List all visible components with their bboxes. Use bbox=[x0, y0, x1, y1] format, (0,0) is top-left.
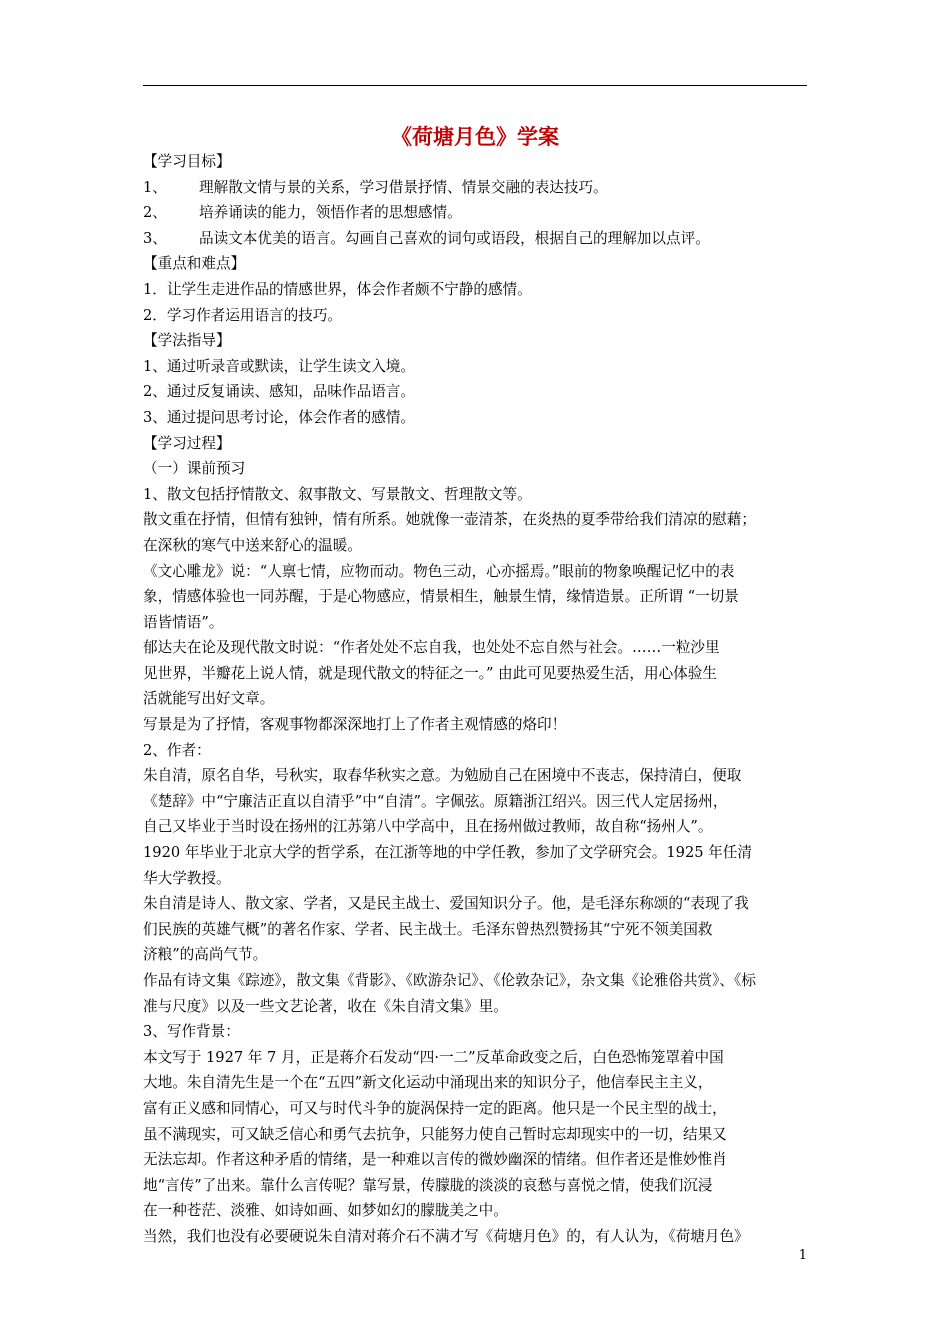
paragraph-line: 准与尺度》以及一些文艺论著，收在《朱自清文集》里。 bbox=[143, 997, 508, 1015]
paragraph-line: 见世界，半瓣花上说人情，就是现代散文的特征之一。” 由此可见要热爱生活，用心体验生 bbox=[143, 664, 717, 682]
section-heading: 【重点和难点】 bbox=[143, 255, 246, 273]
paragraph-line: 在深秋的寒气中送来舒心的温暖。 bbox=[143, 536, 362, 554]
paragraph-line: 无法忘却。作者这种矛盾的情绪，是一种难以言传的微妙幽深的情绪。但作者还是惟妙惟肖 bbox=[143, 1151, 727, 1169]
paragraph-line: 华大学教授。 bbox=[143, 869, 231, 887]
goal-item bbox=[143, 200, 811, 226]
method-item: 2、通过反复诵读、感知，品味作品语言。 bbox=[143, 383, 415, 401]
goal-item bbox=[143, 226, 811, 252]
paragraph-line: 散文重在抒情，但情有独钟，情有所系。她就像一壶清茶，在炎热的夏季带给我们清凉的慰藉； bbox=[143, 511, 756, 529]
goal-number: 2、 bbox=[143, 204, 167, 222]
paragraph-line: 作品有诗文集《踪迹》，散文集《背影》、《欧游杂记》、《伦敦杂记》，杂文集《论雅俗共赏》、《标 bbox=[143, 972, 756, 989]
paragraph-line: 本文写于 1927 年 7 月，正是蒋介石发动“四·一二”反革命政变之后，白色恐怖笼罩着中国 bbox=[143, 1048, 724, 1066]
paragraph-line: 3、写作背景： bbox=[143, 1023, 240, 1041]
paragraph-line: 在一种苍茫、淡雅、如诗如画、如梦如幻的朦胧美之中。 bbox=[143, 1202, 508, 1220]
goal-text: 理解散文情与景的关系，学习借景抒情、情景交融的表达技巧。 bbox=[199, 178, 608, 196]
key-point: 1．让学生走进作品的情感世界，体会作者颇不宁静的感情。 bbox=[143, 280, 532, 298]
paragraph-line: 2、作者： bbox=[143, 741, 211, 759]
document-title: 《荷塘月色》学案 bbox=[391, 125, 559, 149]
paragraph-line: 写景是为了抒情，客观事物都深深地打上了作者主观情感的烙印！ bbox=[143, 716, 567, 734]
paragraph-line: 活就能写出好文章。 bbox=[143, 690, 275, 708]
section-heading: 【学法指导】 bbox=[143, 332, 231, 350]
document-body bbox=[143, 149, 811, 1250]
paragraph-line: 地“言传”了出来。靠什么言传呢？靠写景，传朦胧的淡淡的哀愁与喜悦之情，使我们沉浸 bbox=[143, 1176, 713, 1194]
paragraph-line: 当然，我们也没有必要硬说朱自清对蒋介石不满才写《荷塘月色》的，有人认为，《荷塘月色》 bbox=[143, 1227, 749, 1245]
paragraph-line: 1、散文包括抒情散文、叙事散文、写景散文、哲理散文等。 bbox=[143, 485, 532, 503]
paragraph-line: 朱自清，原名自华，号秋实，取春华秋实之意。为勉励自己在困境中不丧志，保持清白，便取 bbox=[143, 767, 742, 785]
method-item: 3、通过提问思考讨论，体会作者的感情。 bbox=[143, 408, 415, 426]
paragraph-line: 富有正义感和同情心，可又与时代斗争的旋涡保持一定的距离。他只是一个民主型的战士， bbox=[143, 1099, 727, 1117]
goal-number: 1、 bbox=[143, 178, 167, 196]
paragraph-line: 大地。朱自清先生是一个在“五四”新文化运动中涌现出来的知识分子，他信奉民主主义， bbox=[143, 1074, 713, 1092]
subsection-heading: （一）课前预习 bbox=[143, 460, 246, 478]
paragraph-line: 郁达夫在论及现代散文时说：“作者处处不忘自我，也处处不忘自然与社会。……一粒沙里 bbox=[143, 639, 720, 657]
section-heading: 【学习过程】 bbox=[143, 434, 231, 452]
paragraph-line: 济粮”的高尚气节。 bbox=[143, 946, 268, 964]
goal-item bbox=[143, 175, 811, 201]
paragraph-line: 朱自清是诗人、散文家、学者，又是民主战士、爱国知识分子。他，是毛泽东称颂的“表现了我 bbox=[143, 895, 749, 913]
key-point: 2．学习作者运用语言的技巧。 bbox=[143, 306, 343, 324]
paragraph-line: 1920 年毕业于北京大学的哲学系，在江浙等地的中学任教，参加了文学研究会。1925 年任清 bbox=[143, 844, 752, 862]
goal-text: 品读文本优美的语言。勾画自己喜欢的词句或语段，根据自己的理解加以点评。 bbox=[199, 229, 710, 247]
paragraph-line: 语皆情语”。 bbox=[143, 613, 224, 631]
section-heading: 【学习目标】 bbox=[143, 153, 231, 170]
page-number: 1 bbox=[798, 1248, 807, 1263]
paragraph-line: 《楚辞》中“宁廉洁正直以自清乎”中“自清”。字佩弦。原籍浙江绍兴。因三代人定居扬州， bbox=[143, 792, 728, 810]
paragraph-line: 们民族的英雄气概”的著名作家、学者、民主战士。毛泽东曾热烈赞扬其“宁死不领美国救 bbox=[143, 920, 713, 938]
paragraph-line: 象，情感体验也一同苏醒，于是心物感应，情景相生，触景生情，缘情造景。正所谓 “一切景 bbox=[143, 588, 739, 606]
goal-text: 培养诵读的能力，领悟作者的思想感情。 bbox=[199, 204, 462, 222]
method-item: 1、通过听录音或默读，让学生读文入境。 bbox=[143, 357, 415, 375]
paragraph-line: 自己又毕业于当时设在扬州的江苏第八中学高中，且在扬州做过教师，故自称“扬州人”。 bbox=[143, 818, 713, 836]
paragraph-line: 《文心雕龙》说：“人禀七情，应物而动。物色三动，心亦摇焉。”眼前的物象唤醒记忆中的表 bbox=[143, 562, 735, 580]
header-rule bbox=[143, 85, 807, 86]
goal-number: 3、 bbox=[143, 229, 167, 247]
paragraph-line: 虽不满现实，可又缺乏信心和勇气去抗争，只能努力使自己暂时忘却现实中的一切，结果又 bbox=[143, 1125, 727, 1143]
